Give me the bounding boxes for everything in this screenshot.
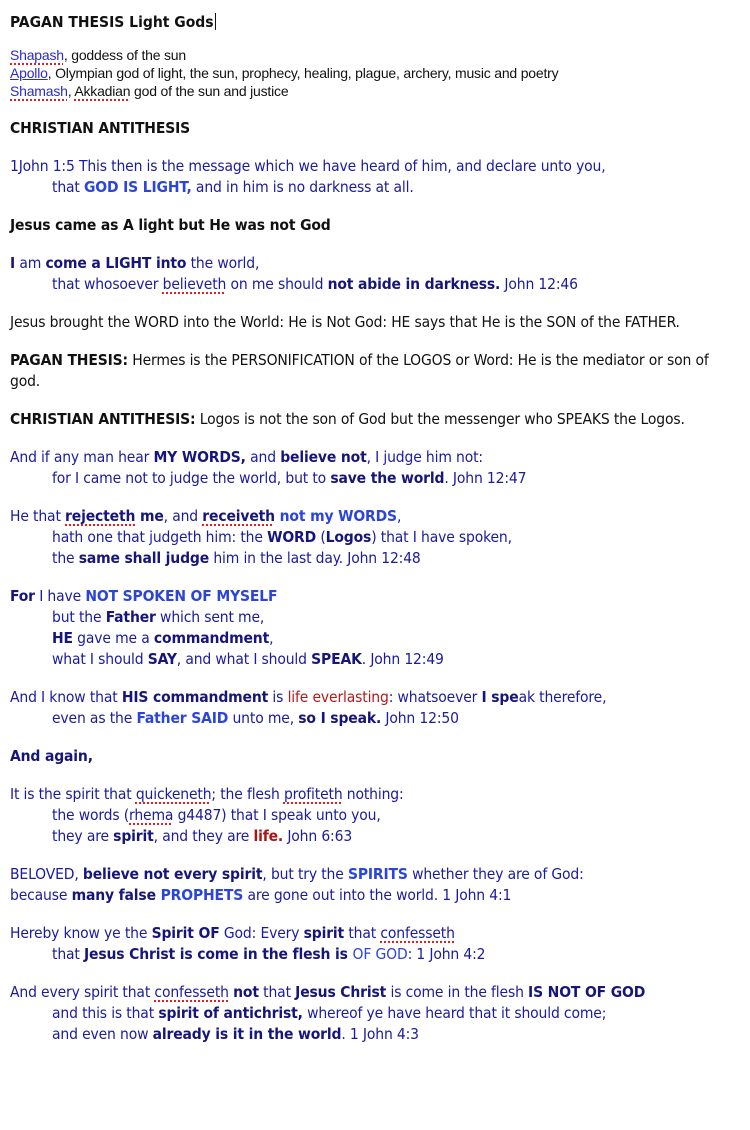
text-segment: Father (105, 608, 156, 626)
text-segment: WORD (267, 528, 317, 546)
text-line (10, 527, 740, 548)
text-segment: Jesus Christ (295, 983, 387, 1001)
text-segment: that whosoever (52, 275, 163, 293)
text-segment: not (233, 983, 259, 1001)
text-line (10, 944, 740, 965)
text-line (10, 156, 740, 177)
misspelled-word[interactable]: confesseth (154, 983, 229, 1001)
text-segment: Hermes is the PERSONIFICATION of the LOGOS or Word: He is the mediator or son of god. (10, 351, 709, 390)
text-segment: PROPHETS (160, 886, 244, 904)
paragraph-john-12-46 (10, 253, 740, 295)
text-line (10, 1003, 740, 1024)
text-segment: PAGAN THESIS: (10, 351, 128, 369)
god-item-shapash (10, 46, 740, 64)
text-segment: 1John 1:5 This then is the message which we have heard of him, and declare unto you, (10, 157, 606, 175)
text-segment: John 12:50 (381, 709, 459, 727)
god-link-shamash[interactable]: Shamash (10, 83, 68, 99)
text-segment: NOT SPOKEN OF MYSELF (85, 587, 278, 605)
text-line (10, 805, 740, 826)
text-segment: John 12:46 (500, 275, 578, 293)
text-segment: is come in the flesh (386, 983, 529, 1001)
text-segment: even as the (52, 709, 137, 727)
text-segment: same shall judge (78, 549, 210, 567)
paragraph-pagan-thesis-hermes (10, 350, 740, 392)
text-segment: and this is that (52, 1004, 159, 1022)
text-segment: , I judge him not: (366, 448, 483, 466)
text-segment: hath one that judgeth him: the (52, 528, 268, 546)
text-segment: , but try the (262, 865, 348, 883)
text-segment: , and (163, 507, 203, 525)
text-segment: spirit (113, 827, 154, 845)
text-line (10, 982, 740, 1003)
text-segment: Spirit OF (151, 924, 220, 942)
text-segment: Jesus Christ is come in the flesh is (84, 945, 353, 963)
text-segment: MY WORDS, (153, 448, 246, 466)
document-title[interactable] (10, 12, 740, 32)
text-segment: God: Every (219, 924, 304, 942)
text-segment: life. (253, 827, 284, 845)
paragraph-1john-4-2 (10, 923, 740, 965)
text-segment: not my WORDS (274, 507, 397, 525)
text-segment: save the world (330, 469, 445, 487)
text-segment: which sent me, (155, 608, 265, 626)
text-line (10, 784, 740, 805)
text-line (10, 1024, 740, 1045)
text-segment: and (245, 448, 281, 466)
text-segment: g4487) that I speak unto you, (173, 806, 381, 824)
god-link-shapash[interactable]: Shapash (10, 47, 64, 63)
misspelled-word[interactable]: rhema (129, 806, 174, 824)
text-segment: and even now (52, 1025, 153, 1043)
text-line (10, 312, 740, 333)
text-segment: CHRISTIAN ANTITHESIS: (10, 410, 196, 428)
text-segment: not abide in darkness. (327, 275, 501, 293)
text-line (10, 708, 740, 729)
text-segment: Logos is not the son of God but the messenger who SPEAKS the Logos. (195, 410, 685, 428)
text-segment: on me should (226, 275, 328, 293)
text-line (10, 350, 740, 392)
text-line (10, 118, 740, 139)
paragraph-john-12-48 (10, 506, 740, 569)
misspelled-word[interactable]: receiveth (202, 507, 275, 525)
text-segment: believe not every spirit (82, 865, 263, 883)
text-segment: that (258, 983, 296, 1001)
god-item-shamash (10, 82, 740, 100)
text-line (10, 447, 740, 468)
text-segment: , and what I should (176, 650, 312, 668)
paragraph-1john-4-3 (10, 982, 740, 1045)
text-segment: John 6:63 (283, 827, 353, 845)
text-segment: come a LIGHT into (45, 254, 187, 272)
text-segment: Jesus came as A light but He was not God (10, 216, 331, 234)
text-line (10, 177, 740, 198)
text-segment: SPEAK (311, 650, 362, 668)
text-segment: And if any man hear (10, 448, 154, 466)
text-segment: what I should (52, 650, 148, 668)
text-segment: : 1 John 4:2 (407, 945, 486, 963)
text-segment: spirit (303, 924, 345, 942)
text-line (10, 215, 740, 236)
misspelled-word[interactable]: confesseth (380, 924, 455, 942)
text-segment: CHRISTIAN ANTITHESIS (10, 119, 191, 137)
text-segment: HIS commandment (121, 688, 269, 706)
text-line (10, 923, 740, 944)
paragraph-john-12-50 (10, 687, 740, 729)
text-line (10, 506, 740, 527)
text-segment: SAY (147, 650, 177, 668)
text-line (10, 253, 740, 274)
text-segment: ; the flesh (211, 785, 284, 803)
text-segment: the words ( (52, 806, 130, 824)
text-segment: already is it in the world (152, 1025, 342, 1043)
text-segment: is (268, 688, 288, 706)
text-segment: nothing: (342, 785, 404, 803)
text-segment: him in the last day. John 12:48 (209, 549, 421, 567)
text-segment: me (135, 507, 164, 525)
text-segment: the (52, 549, 79, 567)
god-desc: , goddess of the sun (63, 47, 186, 63)
text-segment: ak therefore, (518, 688, 607, 706)
god-item-apollo (10, 64, 740, 82)
god-link-apollo[interactable]: Apollo (10, 65, 48, 81)
text-segment: I spe (481, 688, 519, 706)
god-desc: god of the sun and justice (130, 83, 289, 99)
misspelled-word[interactable]: profiteth (283, 785, 343, 803)
text-segment: IS NOT OF GOD (528, 983, 646, 1001)
text-segment: GOD IS LIGHT, (84, 178, 192, 196)
text-segment: . John 12:49 (361, 650, 444, 668)
paragraph-jesus-came-heading (10, 215, 740, 236)
text-segment: , (269, 629, 274, 647)
gods-list (10, 46, 740, 100)
text-segment: Logos (325, 528, 372, 546)
text-segment: believe not (280, 448, 367, 466)
text-segment: because (10, 886, 72, 904)
misspelled-word[interactable]: Akkadian (74, 83, 131, 99)
text-line (10, 586, 740, 607)
god-desc: , (67, 83, 75, 99)
text-segment: that (344, 924, 381, 942)
paragraph-john-6-63 (10, 784, 740, 847)
text-cursor (215, 13, 216, 30)
paragraph-christian-antithesis-logos (10, 409, 740, 430)
text-segment: Jesus brought the WORD into the World: He is Not God: HE says that He is the SON of the FATHER. (10, 313, 680, 331)
text-segment: that (52, 945, 84, 963)
text-segment: . John 12:47 (444, 469, 527, 487)
paragraph-1john-4-1 (10, 864, 740, 906)
text-line (10, 409, 740, 430)
text-line (10, 687, 740, 708)
text-segment: ) that I have spoken, (371, 528, 512, 546)
text-line (10, 864, 740, 885)
text-segment: are gone out into the world. 1 John 4:1 (243, 886, 512, 904)
text-segment: unto me, (228, 709, 299, 727)
text-segment: many false (71, 886, 161, 904)
text-segment: , (396, 507, 402, 525)
text-segment: And every spirit that (10, 983, 155, 1001)
text-segment: life everlasting (287, 688, 389, 706)
text-segment: And I know that (10, 688, 122, 706)
text-segment: , and they are (153, 827, 254, 845)
text-segment: commandment (153, 629, 270, 647)
paragraph-and-again (10, 746, 740, 767)
text-segment: so I speak. (298, 709, 382, 727)
text-segment: SPIRITS (347, 865, 408, 883)
text-segment: they are (52, 827, 114, 845)
text-segment: : whatsoever (388, 688, 482, 706)
text-segment: whether they are of God: (407, 865, 584, 883)
paragraph-john-12-47 (10, 447, 740, 489)
misspelled-word[interactable]: believeth (162, 275, 227, 293)
text-segment: I have (34, 587, 86, 605)
text-segment: and in him is no darkness at all. (191, 178, 414, 196)
text-segment: am (15, 254, 46, 272)
text-segment: And again, (10, 747, 93, 765)
text-segment: the world, (186, 254, 260, 272)
text-segment: He that (10, 507, 66, 525)
text-segment: that (52, 178, 84, 196)
title-text: PAGAN THESIS Light Gods (10, 13, 214, 31)
text-line (10, 826, 740, 847)
text-segment: BELOVED, (10, 865, 83, 883)
text-segment: OF GOD (352, 945, 408, 963)
text-line (10, 649, 740, 670)
text-line (10, 607, 740, 628)
paragraph-jesus-brought-word (10, 312, 740, 333)
document-body (10, 118, 740, 1045)
text-segment: whereof ye have heard that it should come; (302, 1004, 607, 1022)
text-segment: . 1 John 4:3 (341, 1025, 419, 1043)
paragraph-christian-antithesis-heading (10, 118, 740, 139)
text-segment: HE (52, 629, 73, 647)
text-segment: for I came not to judge the world, but to (52, 469, 331, 487)
god-desc: , Olympian god of light, the sun, prophecy, healing, plague, archery, music and poetry (47, 65, 559, 81)
text-segment: For (10, 587, 35, 605)
text-line (10, 548, 740, 569)
text-segment: gave me a (72, 629, 154, 647)
paragraph-1john-1-5 (10, 156, 740, 198)
text-segment: spirit of antichrist, (158, 1004, 303, 1022)
text-line (10, 628, 740, 649)
text-segment: Hereby know ye the (10, 924, 152, 942)
text-segment: I (10, 254, 16, 272)
text-line (10, 746, 740, 767)
text-line (10, 468, 740, 489)
text-line (10, 274, 740, 295)
misspelled-word[interactable]: quickeneth (135, 785, 212, 803)
text-segment: Father SAID (136, 709, 229, 727)
text-segment: ( (316, 528, 326, 546)
misspelled-word[interactable]: rejecteth (65, 507, 136, 525)
text-segment: but the (52, 608, 106, 626)
text-segment: It is the spirit that (10, 785, 136, 803)
text-line (10, 885, 740, 906)
paragraph-john-12-49 (10, 586, 740, 670)
